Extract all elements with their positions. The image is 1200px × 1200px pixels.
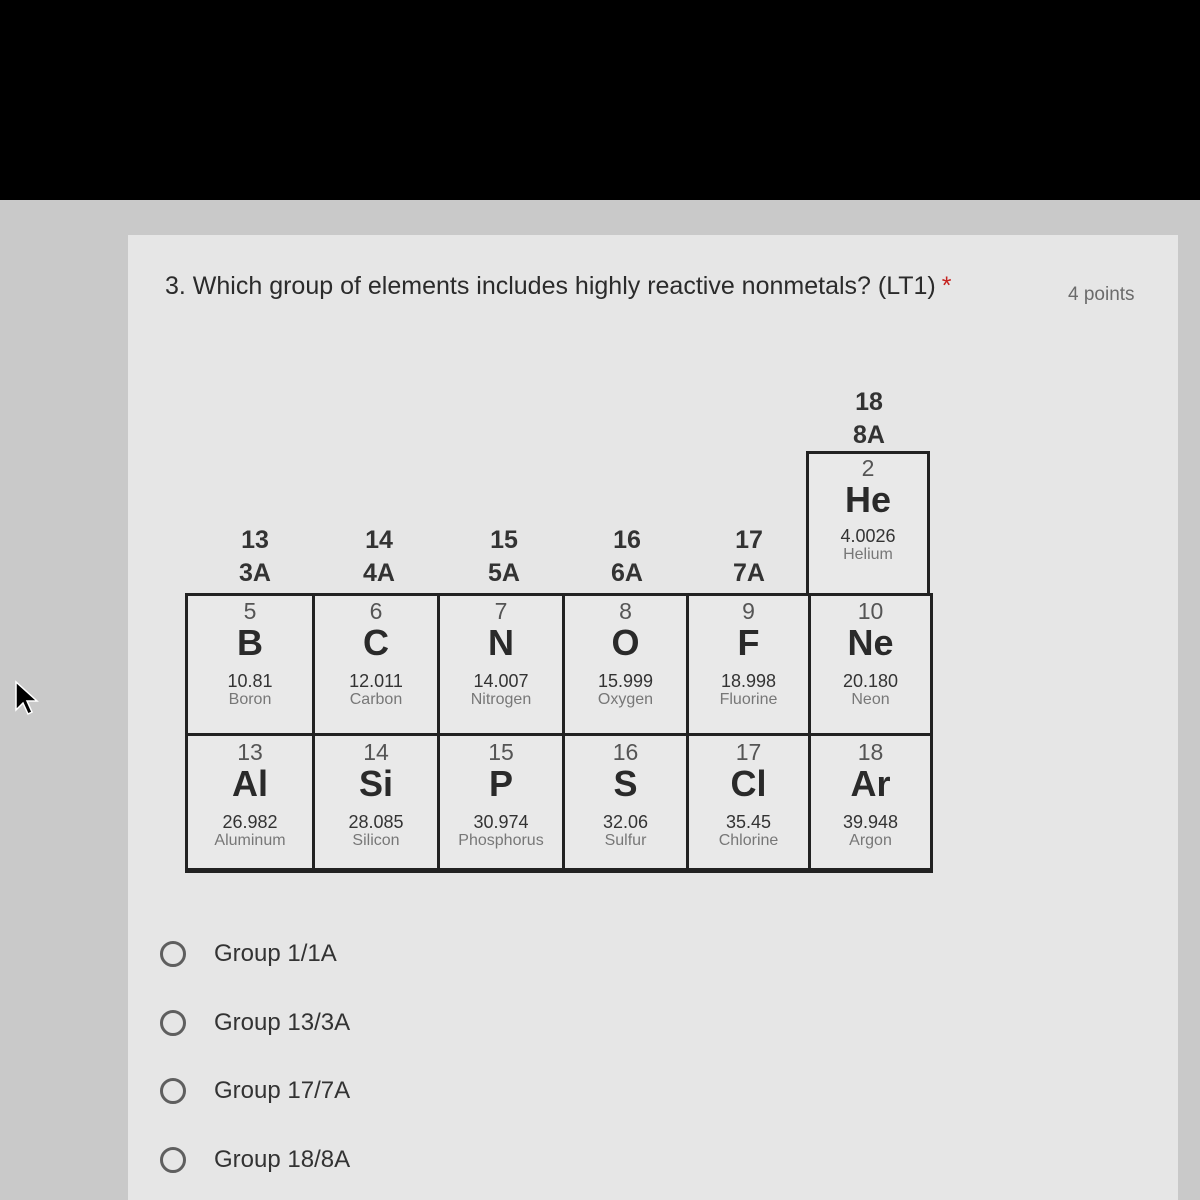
element-cell-helium [806,456,930,564]
element-cell-chlorine [689,740,808,850]
answer-option-group-1[interactable] [160,936,337,972]
mouse-pointer-icon [14,680,40,716]
element-name: Boron [228,691,272,708]
element-symbol: Cl [730,763,767,804]
group-header-16 [565,524,689,590]
atomic-number: 18 [857,739,884,765]
group-number: 17 [735,526,763,554]
points-label: 4 points [1068,284,1135,305]
atomic-mass: 15.999 [597,671,654,691]
element-symbol: B [237,622,263,663]
element-name: Nitrogen [470,691,532,708]
element-symbol: P [488,763,513,804]
group-header-17 [687,524,811,590]
row-divider [185,733,933,736]
group-label: 6A [611,559,643,587]
element-name: Sulfur [604,832,647,849]
element-name: Helium [843,546,893,563]
element-cell-nitrogen [440,599,562,709]
atomic-mass: 26.982 [222,812,278,832]
element-cell-boron [188,599,312,709]
atomic-number: 6 [369,598,383,624]
atomic-mass: 32.06 [602,812,649,832]
atomic-mass: 14.007 [473,671,529,691]
element-symbol: O [611,622,640,663]
atomic-number: 16 [612,739,639,765]
option-label[interactable]: Group 1/1A [214,940,337,967]
element-name: Neon [851,691,890,708]
element-cell-oxygen [565,599,686,709]
element-symbol: He [844,479,892,520]
question-text: 3. Which group of elements includes highly reactive nonmetals? (LT1) [165,272,936,300]
group-header-18 [807,386,931,452]
element-cell-sulfur [565,740,686,850]
question-title [165,272,952,301]
atomic-number: 5 [243,598,257,624]
atomic-mass: 30.974 [473,812,529,832]
answer-option-group-17[interactable] [160,1073,350,1109]
option-label[interactable]: Group 18/8A [214,1146,351,1173]
element-name: Oxygen [597,691,654,708]
option-label[interactable]: Group 17/7A [214,1077,351,1104]
element-cell-fluorine [689,599,808,709]
radio-button[interactable] [160,1010,186,1036]
element-name: Argon [849,832,892,849]
required-marker: * [941,272,952,300]
group-label: 4A [363,559,395,587]
group-label: 8A [853,421,885,449]
element-symbol: Ar [850,763,891,804]
atomic-number: 10 [857,598,884,624]
atomic-mass: 4.0026 [840,526,896,546]
atomic-mass: 20.180 [842,671,899,691]
atomic-number: 7 [494,598,508,624]
element-cell-argon [811,740,930,850]
answer-option-group-13[interactable] [160,1005,350,1041]
element-cell-aluminum [188,740,312,850]
radio-button[interactable] [160,1147,186,1173]
atomic-number: 15 [488,739,514,765]
element-symbol: Si [358,763,393,804]
atomic-number: 14 [363,739,389,765]
group-number: 16 [613,526,641,554]
group-label: 3A [239,559,271,587]
group-number: 14 [365,526,393,554]
group-label: 5A [488,559,520,587]
group-header-13 [193,524,317,590]
element-cell-neon [811,599,930,709]
atomic-mass: 39.948 [842,812,899,832]
element-name: Aluminum [214,832,286,849]
group-label: 7A [733,559,765,587]
element-name: Chlorine [718,832,779,849]
group-number: 13 [241,526,269,554]
element-name: Carbon [349,691,403,708]
element-name: Phosphorus [458,832,544,849]
atomic-number: 2 [861,455,875,481]
element-symbol: Ne [847,622,894,663]
element-symbol: S [613,763,638,804]
answer-option-group-18[interactable] [160,1142,350,1178]
atomic-number: 13 [237,739,263,765]
group-header-15 [442,524,566,590]
element-name: Silicon [352,832,400,849]
element-symbol: C [363,622,389,663]
element-symbol: N [488,622,514,663]
element-symbol: F [737,622,760,663]
element-cell-carbon [315,599,437,709]
atomic-number: 8 [619,598,632,624]
atomic-mass: 18.998 [720,671,777,691]
atomic-mass: 35.45 [725,812,772,832]
group-number: 15 [490,526,518,554]
element-name: Fluorine [719,691,778,708]
atomic-mass: 28.085 [348,812,404,832]
radio-button[interactable] [160,941,186,967]
atomic-mass: 10.81 [227,671,273,691]
option-label[interactable]: Group 13/3A [214,1009,351,1036]
element-cell-phosphorus [440,740,562,850]
element-cell-silicon [315,740,437,850]
element-symbol: Al [232,763,268,804]
group-number: 18 [855,388,883,416]
atomic-number: 17 [735,739,762,765]
atomic-mass: 12.011 [349,671,403,691]
group-header-14 [317,524,441,590]
atomic-number: 9 [742,598,755,624]
radio-button[interactable] [160,1078,186,1104]
